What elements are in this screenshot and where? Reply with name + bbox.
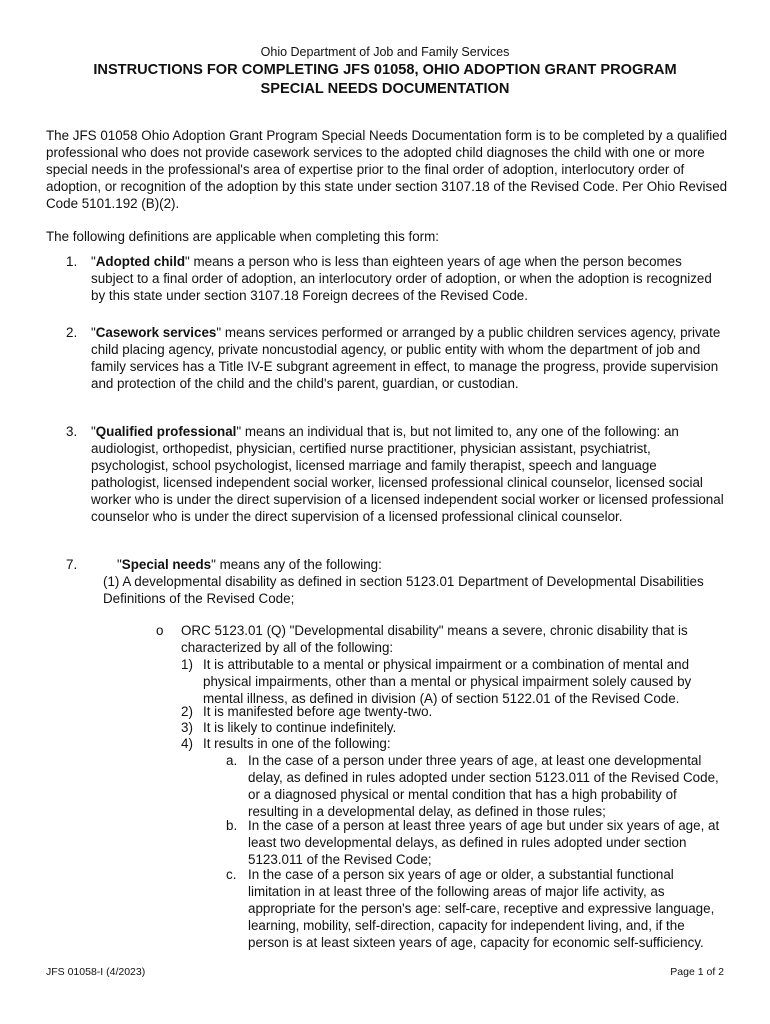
definition-item (66, 423, 727, 525)
definition-number: 7. (66, 557, 78, 572)
list-item: 2) It is manifested before age twenty-two. (181, 704, 433, 719)
definition-text: "Casework services" means services performed or arranged by a public children services agency, private child placing agency, private noncustodial agency, or public entity with whom the department of job and family services has a Title IV-E subgrant agreement in effect, to manage the progress, provide supervision and protection of the child and the child's parent, guardian, or custodian. (91, 325, 721, 391)
list-item: a. In the case of a person under three years of age, at least one developmental delay, as defined in rules adopted under section 5123.011 of the Revised Code, or a diagnosed physical or mental condition that has a high probability of resulting in a developmental delay, as defined in those rules; (226, 753, 719, 819)
definition-number: 3. (66, 424, 78, 439)
definition-text: "Adopted child" means a person who is less than eighteen years of age when the person becomes subject to a final order of adoption, an interlocutory order of adoption, or when the adoption is recognized by this state under section 3107.18 Foreign decrees of the Revised Code. (91, 254, 712, 303)
definition-term: Casework services (95, 325, 217, 340)
list-item: b. In the case of a person at least three years of age but under six years of age, at least two developmental delays, as defined in rules adopted under section 5123.011 of the Revised Code; (226, 818, 720, 867)
list-item: 4) It results in one of the following: (181, 736, 391, 751)
definition-item (66, 556, 727, 607)
list-item: 1) It is attributable to a mental or physical impairment or a combination of mental and physical impairments, other than a mental or physical impairment solely caused by mental illness, as defined in division (A) of section 5122.01 of the Revised Code. (181, 657, 692, 706)
definition-term: Qualified professional (95, 424, 237, 439)
title-line-2: SPECIAL NEEDS DOCUMENTATION (260, 81, 510, 97)
definitions-intro: The following definitions are applicable when completing this form: (46, 229, 440, 244)
title-line-1: INSTRUCTIONS FOR COMPLETING JFS 01058, OHIO ADOPTION GRANT PROGRAM (93, 62, 677, 78)
page-number: Page 1 of 2 (670, 966, 724, 978)
definition-subtext: (1) A developmental disability as defined in section 5123.01 Department of Developmental Disabilities Definitions of the Revised Code; (103, 574, 704, 606)
orc-bullet-item (156, 622, 726, 656)
list-item: c. In the case of a person six years of age or older, a substantial functional limitation in at least three of the following areas of major life activity, as appropriate for the person's age: self-care, receptive and expressive language, learning, mobility, self-direction, capacity for independent living, and, if the person is at least sixteen years of age, capacity for economic self-sufficiency. (226, 867, 715, 950)
definition-term: Special needs (121, 557, 212, 572)
definition-text: "Qualified professional" means an individual that is, but not limited to, any one of the following: an audiologist, orthopedist, physician, certified nurse practitioner, physician assistant, psychiatrist, psychologist, school psychologist, licensed marriage and family therapist, speech and language pathologist, licensed independent social worker, licensed professional clinical counselor, licensed social worker who is under the direct supervision of a licensed independent social worker or licensed professional counselor who is under the direct supervision of a licensed professional clinical counselor. (91, 424, 724, 524)
orc-text: ORC 5123.01 (Q) "Developmental disability" means a severe, chronic disability that is characterized by all of the following: (181, 623, 688, 655)
definition-item (66, 324, 727, 392)
bullet-marker: o (156, 623, 164, 638)
definition-text: "Special needs" means any of the following: (117, 557, 382, 572)
definition-number: 1. (66, 254, 78, 269)
page-title (40, 61, 730, 99)
definition-number: 2. (66, 325, 78, 340)
form-id: JFS 01058-I (4/2023) (46, 966, 146, 978)
list-item: 3) It is likely to continue indefinitely. (181, 720, 397, 735)
definition-term: Adopted child (95, 254, 186, 269)
definition-item (66, 253, 727, 304)
intro-paragraph: The JFS 01058 Ohio Adoption Grant Program Special Needs Documentation form is to be completed by a qualified professional who does not provide casework services to the adopted child diagnoses the child with one or more special needs in the professional's area of expertise prior to the final order of adoption, interlocutory order of adoption, or recognition of the adoption by this state under section 3107.18 of the Revised Code. Per Ohio Revised Code 5101.192 (B)(2). (46, 128, 728, 211)
agency-name: Ohio Department of Job and Family Services (260, 45, 510, 59)
